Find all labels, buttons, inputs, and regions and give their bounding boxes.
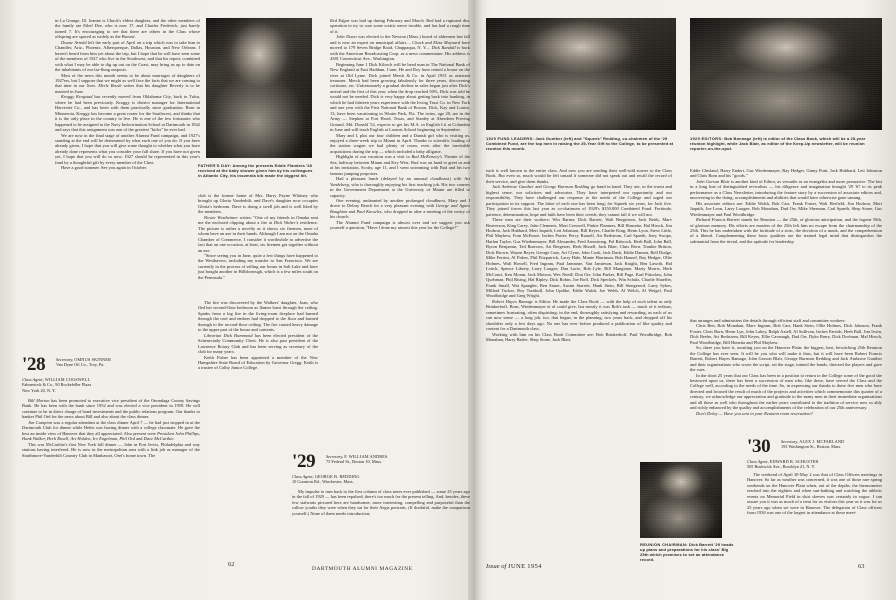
- person-name: Robert Hayes Ramage: [492, 298, 534, 304]
- paragraph: So, there you have it, awaiting you on the Hanover Plain: the biggest, best, bewitching 25th Reunion the College has ever seen. It will be you who will make it thus, but it will have been Robert Francis Barrett, Robert Hayes Ramage, John Gorson Blair, George Burnson Redding and Jack Ambrose Gunther and their organizations who wrote the script, set the stage, trained the bands, directed the players and gave the cues.: [690, 345, 882, 373]
- conjunction: and: [535, 184, 542, 190]
- paragraph-text: has recently moved from Oklahoma City, back to Tulsa, where he had been previously. Kroggy is district manager for International Harvester Co., and has been with them practically since graduation. Born in Minnesota, Kroggy has become a great rooter for the Southwest, and thinks that it is the only place in the country to live. He is one of the few fortunates who happened to be assigned to the Navy Indoctrination School at Dartmouth in 1942 and says that this assignment was one of the greatest "kicks" he ever had.: [55, 94, 201, 133]
- caption-lead: FATHER'S DAY:: [198, 163, 232, 168]
- person-name: Howie Westheimer: [204, 214, 238, 220]
- class-year-1929: '29: [292, 451, 316, 472]
- secretary-label: Secretary,: [781, 439, 799, 444]
- caption-1929-fund-leaders: [486, 136, 678, 151]
- person-name: George Burnson Redding: [543, 184, 590, 190]
- agent-name: EDWARD R. SCHUSTER: [769, 459, 819, 464]
- paragraph: My impulse to turn back to the first column of class notes ever published — some 25 years ago in the fall of 1929 — has been repulsed; there's too much for the present telling. And, besides, these few stalwarts pictured here are handsomer, more interesting, compelling and purposeful than the callow youths they were when they sat for their Aegis portraits. (If doubtful, make the comparison yourself.) None of them needs introduction;: [292, 489, 470, 516]
- person-name: Bud McKenney's: [411, 154, 443, 160]
- caption-text: Dick Barrett '29 heads up plans and preparations for his class' Big 25th which promises to set an attendance record.: [640, 542, 734, 562]
- paragraph: [690, 411, 882, 416]
- secretary-label: Secretary,: [326, 454, 344, 459]
- paragraph: [486, 299, 672, 332]
- paragraph: [198, 215, 318, 253]
- person-name: Librarian Dick Hammond: [204, 332, 253, 338]
- caption-text: Jack Gunther (left) and "Squeek" Redding, co-chairmen of the '29 Combined Fund, are the top men in raising the 25-Year Gift to the College, to be presented at reunion this month.: [486, 136, 674, 151]
- right-col-1: [486, 168, 672, 343]
- secretary-name: ALEX J. MCFARLAND: [799, 439, 845, 444]
- caption-1929-editors: [690, 136, 882, 151]
- paragraph-text: is Editor. He made the Class Book — with the help of such talent as only Brinkerhoff, Born, Wiedenmayer et al could give, but mostly it was Bob's task — much of it tedious, sometimes frustrating, often dispiriting; in the end, thoroughly satisfying and rewarding, as each of us can now sense — a long job, too, that began, in the planning, two years back, and dropped off his shoulders only a few days ago. No one has ever before produced a publication of like quality and content for a Dartmouth class.: [486, 298, 673, 332]
- paragraph: Working with him on his Class Book Committee are: Bob Brinkerhoff, Paul Woodbridge, Bob Monahan, Harry Bashe, Shep Stone, Jack Blair,: [486, 331, 672, 343]
- paragraph: [690, 217, 882, 244]
- class-secretary-1928: [56, 357, 111, 368]
- paragraph-text: have moved to 179 Seven Bridge Road, Chappaqua, N. Y....: [330, 39, 470, 51]
- paragraph: In the short 25 years that our Class has been in a position to return to the College some of the good she bestowed upon us, there has been a succession of men who, like these, have served the Class and the College well, according to the needs of the time. So, in expressing our thanks to these five men who have directed and focused the result of much of the projects and activities which commemorate this quarter of a century, we acknowledge our appreciation and gratitude to the many men in their immediate organizations and all these as well who throughout the earlier years contributed to the tradition of service now so ably and richly enhanced by the quality and accomplishments of the celebration of our 25th anniversary.: [690, 372, 882, 411]
- person-name: Paul Knowles,: [356, 208, 383, 214]
- paragraph-text: who is thoroughly enjoying his first teaching job. His two courses in the Government Department at the University of Miami are filled to capacity.: [330, 181, 470, 198]
- paragraph-text: writes that his daughter Beverly is to be married in June.: [55, 83, 200, 94]
- right-col-2-bottom: [747, 472, 882, 516]
- class-agent-1929: [292, 474, 360, 485]
- agent-name: WILLIAM COGSWELL: [44, 377, 91, 382]
- person-name: Dick Randall: [431, 45, 456, 51]
- paragraph: Keith Fisher has been appointed a member of the New Hampshire State Board of Education by Governor Gregg. Keith is a trustee of Colby Junior College.: [198, 354, 318, 371]
- person-name: Kroggy Krogstad: [61, 94, 93, 100]
- paragraph-text: has been promoted to executive vice president of the Onondaga County Savings Bank. He has been with the bank since 1952 and was elected a vice president in 1958. He will continue to be in direct charge of bond investments and the public relations program. Our thanks to banker Phil Ord for the news about Bill and also about the class dinner.: [22, 398, 200, 420]
- photo-1929-fund-leaders: [486, 18, 676, 130]
- person-name: Jim Cumpion: [28, 419, 53, 425]
- photo-grain-overlay: [690, 18, 882, 130]
- agent-address-1: Fahnestock & Co., 90 Rockefeller Plaza: [22, 382, 92, 388]
- class-secretary-1930: [781, 439, 844, 450]
- secretary-address: Van Dyne Oil Co., Troy, Pa.: [56, 362, 105, 368]
- paragraph-text: Had a pleasant lunch (delayed by an unusual cloudburst) with: [336, 176, 462, 182]
- left-col-2-top: [330, 18, 470, 231]
- paragraph: that arranges and administers the details through efficient staff and committee workers:: [690, 318, 846, 323]
- photo-grain-overlay: [640, 462, 722, 538]
- person-name: Jack Ambrose Gunther: [492, 184, 534, 190]
- agent-address-2: New York 20, N. Y.: [22, 387, 56, 393]
- paragraph: Mary and I, plus our four children and a Danish girl who is visiting us, enjoyed a three-week trip to Miami in April. Thanks to scientific loading of the station wagon we had plenty of room, even after the inevitable acquisitions during the trip — which included a baby alligator.: [330, 132, 470, 154]
- paragraph-text: Theatre of the Sea, halfway between Miami and Key West. Bud was on hand to greet us and at his invitation, Scotty, age 11, and I went swimming with Bud and his two famous jumping porpoises.: [330, 154, 470, 176]
- emphasis: Don't Delay — Have you sent in your Reunion room reservation?: [696, 410, 813, 416]
- paragraph-text: One evening, undaunted by another prolonged cloudburst, Mary and I drove to Delray Beach for a very pleasant evening with: [330, 197, 470, 209]
- photo-reunion-chairman: [640, 462, 722, 538]
- photo-grain-overlay: [486, 18, 676, 130]
- conjunction: and: [348, 208, 356, 214]
- paragraph-text: who dropped in after a meeting of the vestry of his church.: [330, 208, 470, 220]
- person-name: Merle Brush: [98, 83, 122, 89]
- agent-address: 10 Cranston Rd., Winchester, Mass.: [292, 479, 354, 485]
- caption-fathers-day: [198, 163, 316, 178]
- issue-year: 1954: [527, 563, 542, 570]
- paragraph: [55, 94, 200, 132]
- page-number-left: 62: [228, 561, 235, 568]
- paragraph: [22, 398, 200, 420]
- secretary-name: OMNUS SKINNER: [74, 357, 112, 362]
- paragraph: Eddie Chisland, Harry Endert, Gus Wiedenmayer, Ray Hedger, Ginny Pratt, Jack Hubbard, Lett Johnston and Chris Born and his "goods.": [690, 168, 882, 179]
- paragraph-text: go hand in hand. They are, in the truest and highest sense, our solicitors and advocates. They have interpreted our opportunity and our responsibility. They have challenged our response to the needs of the College and urged our participation in its support. The labor of each one has been long; for Squeek six years, for Jack five. They joined forces this last year as co-chairmen of 1929's $150,000 Combined Fund. Fortitude, patience, determination, hope and faith have been their creeds; they cannot fail if we will not.: [486, 184, 672, 217]
- person-name: Chuck and Eliza Maynard: [412, 39, 461, 45]
- issue-line: [486, 563, 542, 570]
- person-name: Bill Morton: [28, 398, 50, 403]
- left-col-1-bottom: [22, 398, 200, 458]
- paragraph: club is the former home of Mrs. Harry Payne Whitney who brought up Gloria Vanderbilt, and Dave's daughter now occupies Gloria's bedroom. Dave is doing a swell job and is well liked by the members.: [198, 193, 318, 215]
- left-col-mid-lower: [198, 300, 318, 371]
- paragraph-text: was a regular attendant at the class dinner April 7 — he had just stopped in at the Dartmouth Club for dinner while Helen was having dinner with a college classmate. He gave the best an inside view of Hanover that they all appreciated. Also present were: [22, 419, 201, 436]
- issue-prefix: Issue of: [486, 563, 507, 570]
- issue-month: JUNE: [508, 563, 526, 570]
- agent-label: Class Agent,: [22, 377, 44, 382]
- agent-address: 505 Bushwick Ave., Brooklyn 21, N. Y.: [747, 464, 816, 470]
- paragraph: [330, 18, 470, 34]
- person-name: Dave McCarthie.: [143, 436, 175, 442]
- right-col-2: [690, 168, 882, 244]
- paragraph: The fire was discovered by the Walkers' daughter, Joan, who fled her second-floor bedroom as flames burst through the ceiling. Sparks from a log fire in the living-room fireplace had burned through the roof and embers had dropped to the floor and burned through to the second-floor ceiling. The fire caused heavy damage to the upper part of the house and contents.: [198, 300, 318, 333]
- paragraph: This was McCarthie's first New York bill dinner — John in Port Jervis, Philadelphia and way stations having interfered. He is now in the metropolitan area with a link job as manager of the Strathmore-Vanderbilt Country Club in Manhasset, Orei's home town. The: [22, 441, 200, 458]
- person-name: Art Vandeberg,: [330, 176, 470, 187]
- paragraph: The Alumni Fund campaign is almost over and we suggest you ask yourself a question, "Have I done my utmost this year for the College?": [330, 219, 470, 231]
- paragraph: [330, 34, 470, 61]
- paragraph: [690, 179, 882, 201]
- paragraph: each is well known to the entire class. And now you are sending their well-told stories to the Class Book. But even so, much would be left unsaid if someone did not speak out and recall the record of their service, and give them thanks.: [486, 168, 672, 184]
- paragraph: [486, 184, 672, 217]
- caption-lead: REUNION CHAIRMAN:: [640, 542, 688, 547]
- paragraph-text: was laid up during February and March. Red had a ruptured disc operation to try to cure some sciatic nerve trouble, and has had a rough time of it.: [330, 18, 470, 34]
- person-name: John Gorson Blair: [696, 178, 730, 184]
- caption-lead: 1929 FUND LEADERS:: [486, 136, 535, 141]
- paragraph-text: is another kind of Editor, as versatile as an evangelist and more persuasive. The last in a long line of distinguished revivalists — his diligence and imagination brought '29 '67 to its peak performance as a Class Newsletter, introducing the feature story by a succession of associate editors and, uncovering in the doing, accomplishments and abilities that would have otherwise gone unsung.: [690, 178, 882, 201]
- secretary-label: Secretary,: [56, 357, 74, 362]
- class-year-1928: '28: [22, 354, 46, 375]
- caption-text: Bob Bonnage (left) is editor of the Class Book, which will be a 25-year reunion highlight, while Jack Blair, as editor of the Keep-Up newsletter, will be reunion reporter-on-the-spot.: [690, 136, 866, 151]
- agent-label: Class Agent,: [292, 474, 314, 479]
- paragraph-text: Most of the news this month seems to be about marriages of daughters of 1927ers, but I suppose that we might as well face the facts that we are coming to that time in our lives.: [55, 72, 200, 89]
- paragraph: "Since seeing you in June, quite a few things have happened to the Westhavers, including my transfer to San Francisco. We are currently in the process of selling our house in Salt Lake and have just bought another in Hillsborough, which is a few miles south on the Peninsula.": [198, 252, 318, 280]
- paragraph-text: residence. The picture is rather a novelty as it shows six firemen, none of whom have an axe in their hands. Although I am not on the Omaha Chamber of Commerce, I consider it worthwhile to advertise the fact that on one occasion, at least, six firemen got together without an axe.: [198, 220, 319, 253]
- class-secretary-1929: [326, 454, 388, 465]
- paragraph-text: left the early part of April on a trip which was to take him to Chandler, Ariz., Phoenix, Alberquerque, Dallas, Houston, and New Orleans. I haven't heard from him yet about the trip, but I hope that he will have seen some of the members of 1927 who live in the Southwest, and that his report, combined with what I may be able to dig up out on the Coast, may bring us up to date on the inhabitants of our far-flung outposts.: [55, 39, 201, 73]
- running-head: DARTMOUTH ALUMNI MAGAZINE: [312, 566, 413, 572]
- secretary-address: 193 Washington St., Boston, Mass.: [781, 444, 842, 450]
- left-col-1-top: [55, 18, 200, 171]
- photo-grain-overlay: [206, 18, 312, 158]
- paragraph: [198, 333, 318, 355]
- left-col-mid-under-photo: [198, 193, 318, 280]
- paragraph: [330, 198, 470, 220]
- paragraph-text: Highlight of our vacation was a visit to: [336, 154, 410, 160]
- class-agent-1928: [22, 377, 91, 393]
- paragraph: We are now in the final stage of another Alumni Fund campaign, and 1927's standing at the end will be determined by what each one of you do. If you have already given, I hope that you will give some thought to whether what you have already done represents what you consider your full share. If you have not given yet, I hope that you will do so now; 1927 should be represented in this year's fund by a thoughtful gift by every member of the Class.: [55, 132, 200, 165]
- class-year-1930: '30: [747, 436, 771, 457]
- paragraph: [22, 420, 200, 442]
- photo-fathers-day: [206, 18, 312, 158]
- person-name: George and Agnes Boughton: [330, 203, 470, 214]
- person-name: Red Edgar: [330, 18, 350, 23]
- paragraph: [55, 73, 200, 95]
- paragraph-text: writes: "One of my friends in Omaha sent me the enclosed clipping about a fire at: [198, 214, 318, 226]
- paragraph: These men are their workers: Win Barner, Dick Barrett, Walt Bergstrom, Jack Beith, Marv Beaverson, King Carey, John Clements, Mort Creswell, Pinkie Flanners, Bill Honsette, Hal Hirsch, Jim Hodson, Jack Hubbard, Meri Jaquith, Lett Johnston, Bill Keyes, Charlie King, Herm Lyon, Steve Little, Phil Mayhew, Fran McEnroe, Inches Porter, Percy Russell, Art Redstrom, Carl Spaeth, Jerry Swope, Harlan Taylor, Gus Wiedenmayer, Bill Alexander, Fred Armstrong, Pal Babcock, Herb Ball, John Ball, Byron Benjamin, Ted Burrows, Art Bergeron, Herb Bissell, Jack Blair, Chris Born, Trankie Britton, Dick Brown, Wayne Beyer, George Case, Art Clyne, John Cook, Jack Dack, Eddie Damon, Bell Dodge, Mike Ferrini, Al Fisher, Phil Fitzpatrick, Larry Hale, Munte Harriman, Bob Haunel, Ray Hedger, Ollie Holmes, Walt Howell, Fred Ingram, Paul Jamnone, Van Jamieson, Jack Knight, Ben Lawrih, Hal Leitch, Spence Liberty, Larry Lougee, Dan Lurie, Bob Lyle, Bill Mangione, Marty Morris, Herb McCourt, Ken Moran, Jack Moison, Wes Needl, Don Orr, John Parker, Bill Page, Karl Pittsclaw, John Quehman, Phil Rising, Hal Ripley, Dick Robin, Joe Roff, Dick Speckels, Win Schulz, Charlie Shaeffer, Frank Small, Wat Spangler, Ben Starer, Austin Starrett, Hank Stein, Bill Stengerord, Larry Sykes, Millard Tucker, Roy Turnbull, John Updike, Eddie Walsh, Joe Webb, Al Welch, Al Weigel, Paul Woodbridge and Greg Wright.: [486, 217, 672, 299]
- person-names: President John Phillips, Hank Walker, Herb Rosell, Art Holden, Irv Engelman, Phil Ord: [22, 430, 201, 442]
- left-col-2-bottom: [292, 489, 470, 516]
- paragraph-text: stands for Reunion — the 25th, of glorious anticipation, and the logone 50th, of glorious memory. His efforts are masters of the 25th left him no escape from the chairmanship of the 25th. This he has undertaken with the fortitude of a stoic, the devotion of a monk, and the comprehension of a liberal. Complementing these basic qualities are the trained legal mind that distinguishes the substantial from the trivial, and the aptitude for leadership: [690, 217, 882, 244]
- secretary-name: F. WILLIAM ANDRES: [344, 454, 388, 459]
- paragraph-text: was elected to the Newton (Mass.) board of aldermen last fall and is now an expert on municipal affairs....: [330, 34, 471, 45]
- secretary-address: 75 Federal St., Boston 10, Mass.: [326, 459, 382, 465]
- agent-name: GEORGE B. REDDING: [314, 474, 360, 479]
- person-name: John Nixon: [336, 34, 357, 40]
- person-name: Richard Francis Barrett: [696, 217, 740, 223]
- paragraph: [330, 154, 470, 176]
- paragraph: Have a good summer. See you again in October.: [61, 165, 147, 171]
- paragraph: in La Grange, Ill. Jeanne is Chuck's eldest daughter, and the other members of the family are Ethel Dee, who is now 17, and Charles Frederick, just barely turned 7. It's encouraging to see that there are others in the Class whose offspring are spaced as widely as the Brosen'.: [55, 18, 200, 40]
- class-agent-1930: [747, 459, 818, 470]
- caption-text: Among the presents Eddie Flanders '28 received at the baby shower given him by his colleagues in Atlantic City, his insomnia bib made the biggest hit.: [198, 163, 313, 178]
- paragraph: [330, 176, 470, 198]
- paragraph: Chris Ben, Bob Monahan, Marv Ingram, Bob Carr, Hank Stein, Ollie Holmes, Dick Johnson, Frank Foster, Chris Born, Herm Lyn, John Lahey, Ralph Axtell, Al Sullivan, Inches Parrish, Herb Ball, Jim Irwin, Dick Beebe, Art Redstrom, Bill Keyes, Ellie Cavanagh, Dud Orr, Dyke Barry, Dick Dorfman, Mal Hirsch, Paul Woodbridge, Bill Honetta and Phil Mayhew.: [690, 323, 882, 345]
- conjunction: and: [136, 436, 143, 442]
- paragraph-text: has been elected president of the Schenectady Community Chest. He is also past president of the Lawrence Rotary Club and has been serving as secretary of the club for many years.: [198, 332, 319, 355]
- caption-lead: 1929 EDITORS:: [690, 136, 723, 141]
- person-name: Doane Arnold: [61, 39, 87, 45]
- paragraph: Beginning June 1 Dick Kilroch will be head man in The National Bank of New England at East Haddam, Conn. He and Roy have rented a house on the river at Old Lyme. Dick joined Merck & Co. in April 1951 as assistant treasurer. Merck had been growing fabulously for three years, discovering cortisone, etc. Unfortunately a gradual decline in sales began just after Dick's arrival and the first of this year, when the drop reached 50%, Dick was told he would not be needed. Dick is very happy about getting back into banking, in which he had thirteen years experience with the Irving Trust Co. in New York and one year with the First National Bank of Boston. Dick, Kay and Louise, 13, have been vacationing in Winter Park, Fla. The twins, age 20, are in the Army — Stephen at Fort Hood, Texas, and Stanley at Aberdeen Proving Ground, Md. Donald '52, expects to get his M.A. in English Lit at Columbia in June and will teach English at Loomis School beginning in September.: [330, 61, 470, 133]
- agent-label: Class Agent,: [747, 459, 769, 464]
- paragraph: His associate editors are: Eddie Walsh, Bob Carr, Frank Foster, Walt Herfield, Jim Hodson, Mort Jaquith, Joe Leon, Larry Lougee, Bob Monahan, Dud Orr, Mike Sherman, Carl Spaeth, Shep Stone, Gus Wiedenmayer and Paul Woodbridge.: [690, 200, 882, 217]
- photo-1929-editors: [690, 18, 882, 130]
- paragraph: The weekend of April 30-May 2 was that of Class Officers meetings in Hanover. So far as weather was concerned, it was one of those rare spring weekends on the Hanover Plain when, out of the depths, the thermometer reached into the eighties and when sun-bathing and watching the athletic events on Memorial Field in shirt sleeves was certainly in vogue. I can assure you it was as much of a treat for us visitors this year as it was for us 25 years ago when we were in Hanover. The delegation of Class officers from 1930 was one of the largest in attendance at these meet-: [747, 472, 882, 516]
- paragraph: [55, 40, 200, 73]
- page-gutter: [468, 0, 482, 600]
- caption-reunion-chairman: [640, 542, 734, 562]
- person-name: Dick Walter's: [273, 220, 299, 226]
- right-col-2-cont: [690, 318, 882, 416]
- paragraph-text: is back with the American Broadcasting Corp. as a news commentator. His address is 4381 Connecticut Ave., Washington.: [330, 45, 470, 62]
- page-number-right: 63: [858, 563, 865, 570]
